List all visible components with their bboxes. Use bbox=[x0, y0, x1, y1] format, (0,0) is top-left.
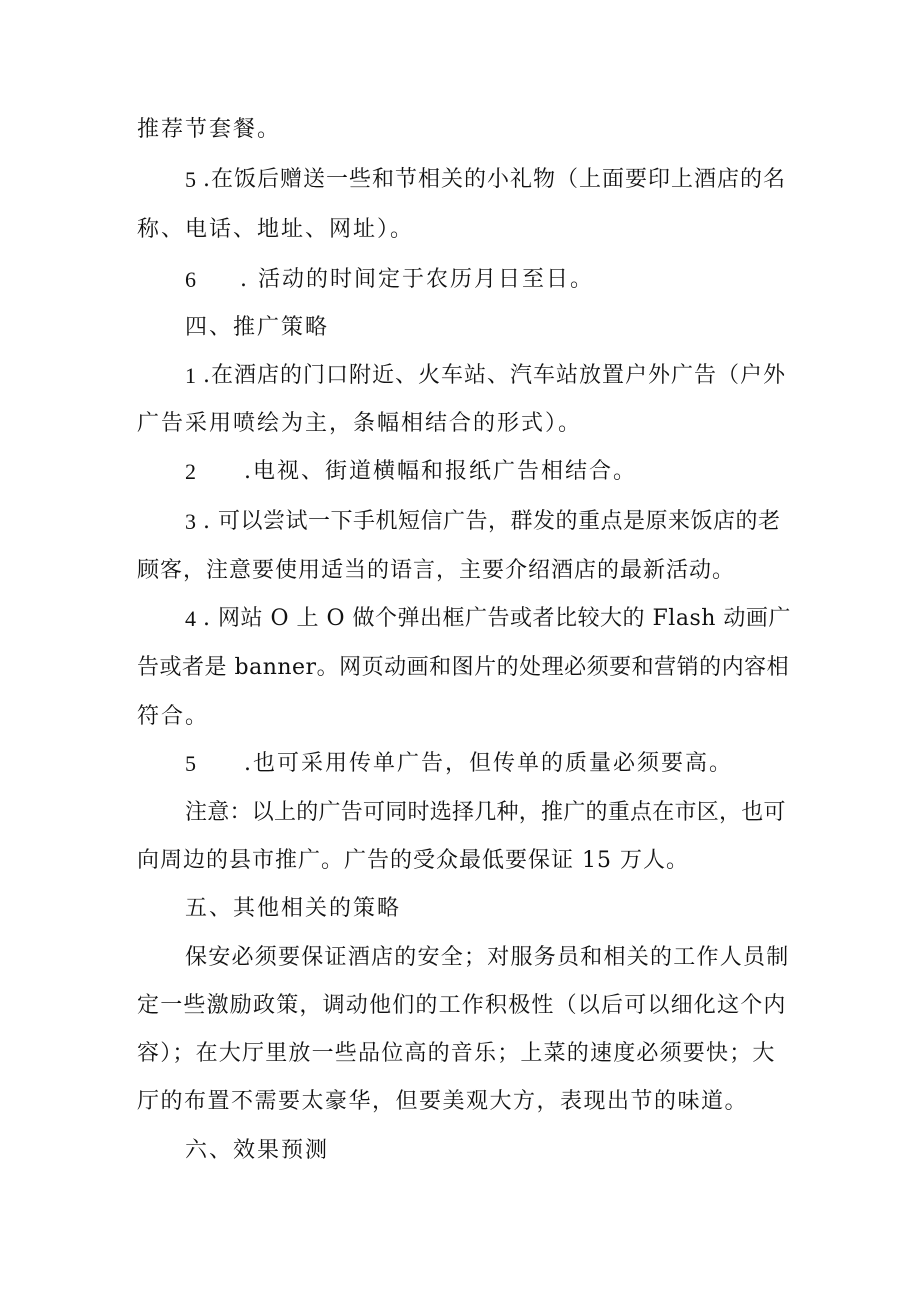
item-text: .也可采用传单广告，但传单的质量必须要高。 bbox=[244, 751, 733, 776]
heading-text: 四、推广策略 bbox=[185, 315, 330, 340]
list-item bbox=[0, 504, 920, 540]
text-line bbox=[0, 699, 920, 735]
item-number: 6 bbox=[185, 267, 196, 292]
item-text: . 可以尝试一下手机短信广告，群发的重点是原来饭店的老 bbox=[203, 509, 781, 534]
list-item bbox=[0, 454, 920, 490]
line-text: 向周边的县市推广。广告的受众最低要保证 15 万人。 bbox=[137, 848, 689, 873]
section-heading bbox=[0, 891, 920, 927]
line-text: 厅的布置不需要太豪华，但要美观大方，表现出节的味道。 bbox=[137, 1089, 749, 1114]
heading-text: 六、效果预测 bbox=[185, 1138, 330, 1163]
heading-text: 五、其他相关的策略 bbox=[185, 896, 402, 921]
item-number: 2 bbox=[185, 459, 196, 484]
item-text: . 活动的时间定于农历月日至日。 bbox=[240, 267, 594, 292]
line-text: 告或者是 banner。网页动画和图片的处理必须要和营销的内容相 bbox=[137, 655, 790, 680]
list-item bbox=[0, 358, 920, 394]
list-item bbox=[0, 601, 920, 637]
line-text: 称、电话、地址、网址）。 bbox=[137, 217, 415, 242]
text-line bbox=[0, 1084, 920, 1120]
item-text: . 网站 O 上 O 做个弹出框广告或者比较大的 Flash 动画广 bbox=[203, 606, 791, 631]
list-item bbox=[0, 162, 920, 198]
text-line bbox=[0, 843, 920, 879]
section-heading bbox=[0, 1133, 920, 1169]
item-text: .在酒店的门口附近、火车站、汽车站放置户外广告（户外 bbox=[203, 363, 786, 388]
line-text: 保安必须要保证酒店的安全；对服务员和相关的工作人员制 bbox=[185, 945, 790, 970]
line-text: 顾客，注意要使用适当的语言，主要介绍酒店的最新活动。 bbox=[137, 558, 736, 583]
line-text: 容）；在大厅里放一些品位高的音乐；上菜的速度必须要快；大 bbox=[137, 1041, 776, 1066]
line-text: 广告采用喷绘为主，条幅相结合的形式）。 bbox=[137, 411, 583, 436]
text-line bbox=[0, 212, 920, 248]
line-text: 定一些激励政策，调动他们的工作积极性（以后可以细化这个内 bbox=[137, 993, 787, 1018]
line-text: 注意：以上的广告可同时选择几种，推广的重点在市区，也可 bbox=[185, 800, 786, 825]
text-line bbox=[0, 795, 920, 831]
item-text: .在饭后赠送一些和节相关的小礼物（上面要印上酒店的名 bbox=[203, 167, 786, 192]
text-line bbox=[0, 553, 920, 589]
item-number: 5 bbox=[185, 751, 196, 776]
text-line bbox=[0, 988, 920, 1024]
list-item bbox=[0, 262, 920, 298]
item-number: 4 bbox=[185, 606, 196, 631]
item-text: .电视、街道横幅和报纸广告相结合。 bbox=[244, 459, 637, 484]
text-line bbox=[0, 406, 920, 442]
list-item bbox=[0, 746, 920, 782]
line-text: 推荐节套餐。 bbox=[137, 117, 282, 142]
item-number: 3 bbox=[185, 509, 196, 534]
item-number: 1 bbox=[185, 363, 196, 388]
line-text: 符合。 bbox=[137, 704, 210, 729]
item-number: 5 bbox=[185, 167, 196, 192]
text-line bbox=[0, 1036, 920, 1072]
section-heading bbox=[0, 310, 920, 346]
text-line bbox=[0, 112, 920, 148]
text-line bbox=[0, 940, 920, 976]
text-line bbox=[0, 650, 920, 686]
